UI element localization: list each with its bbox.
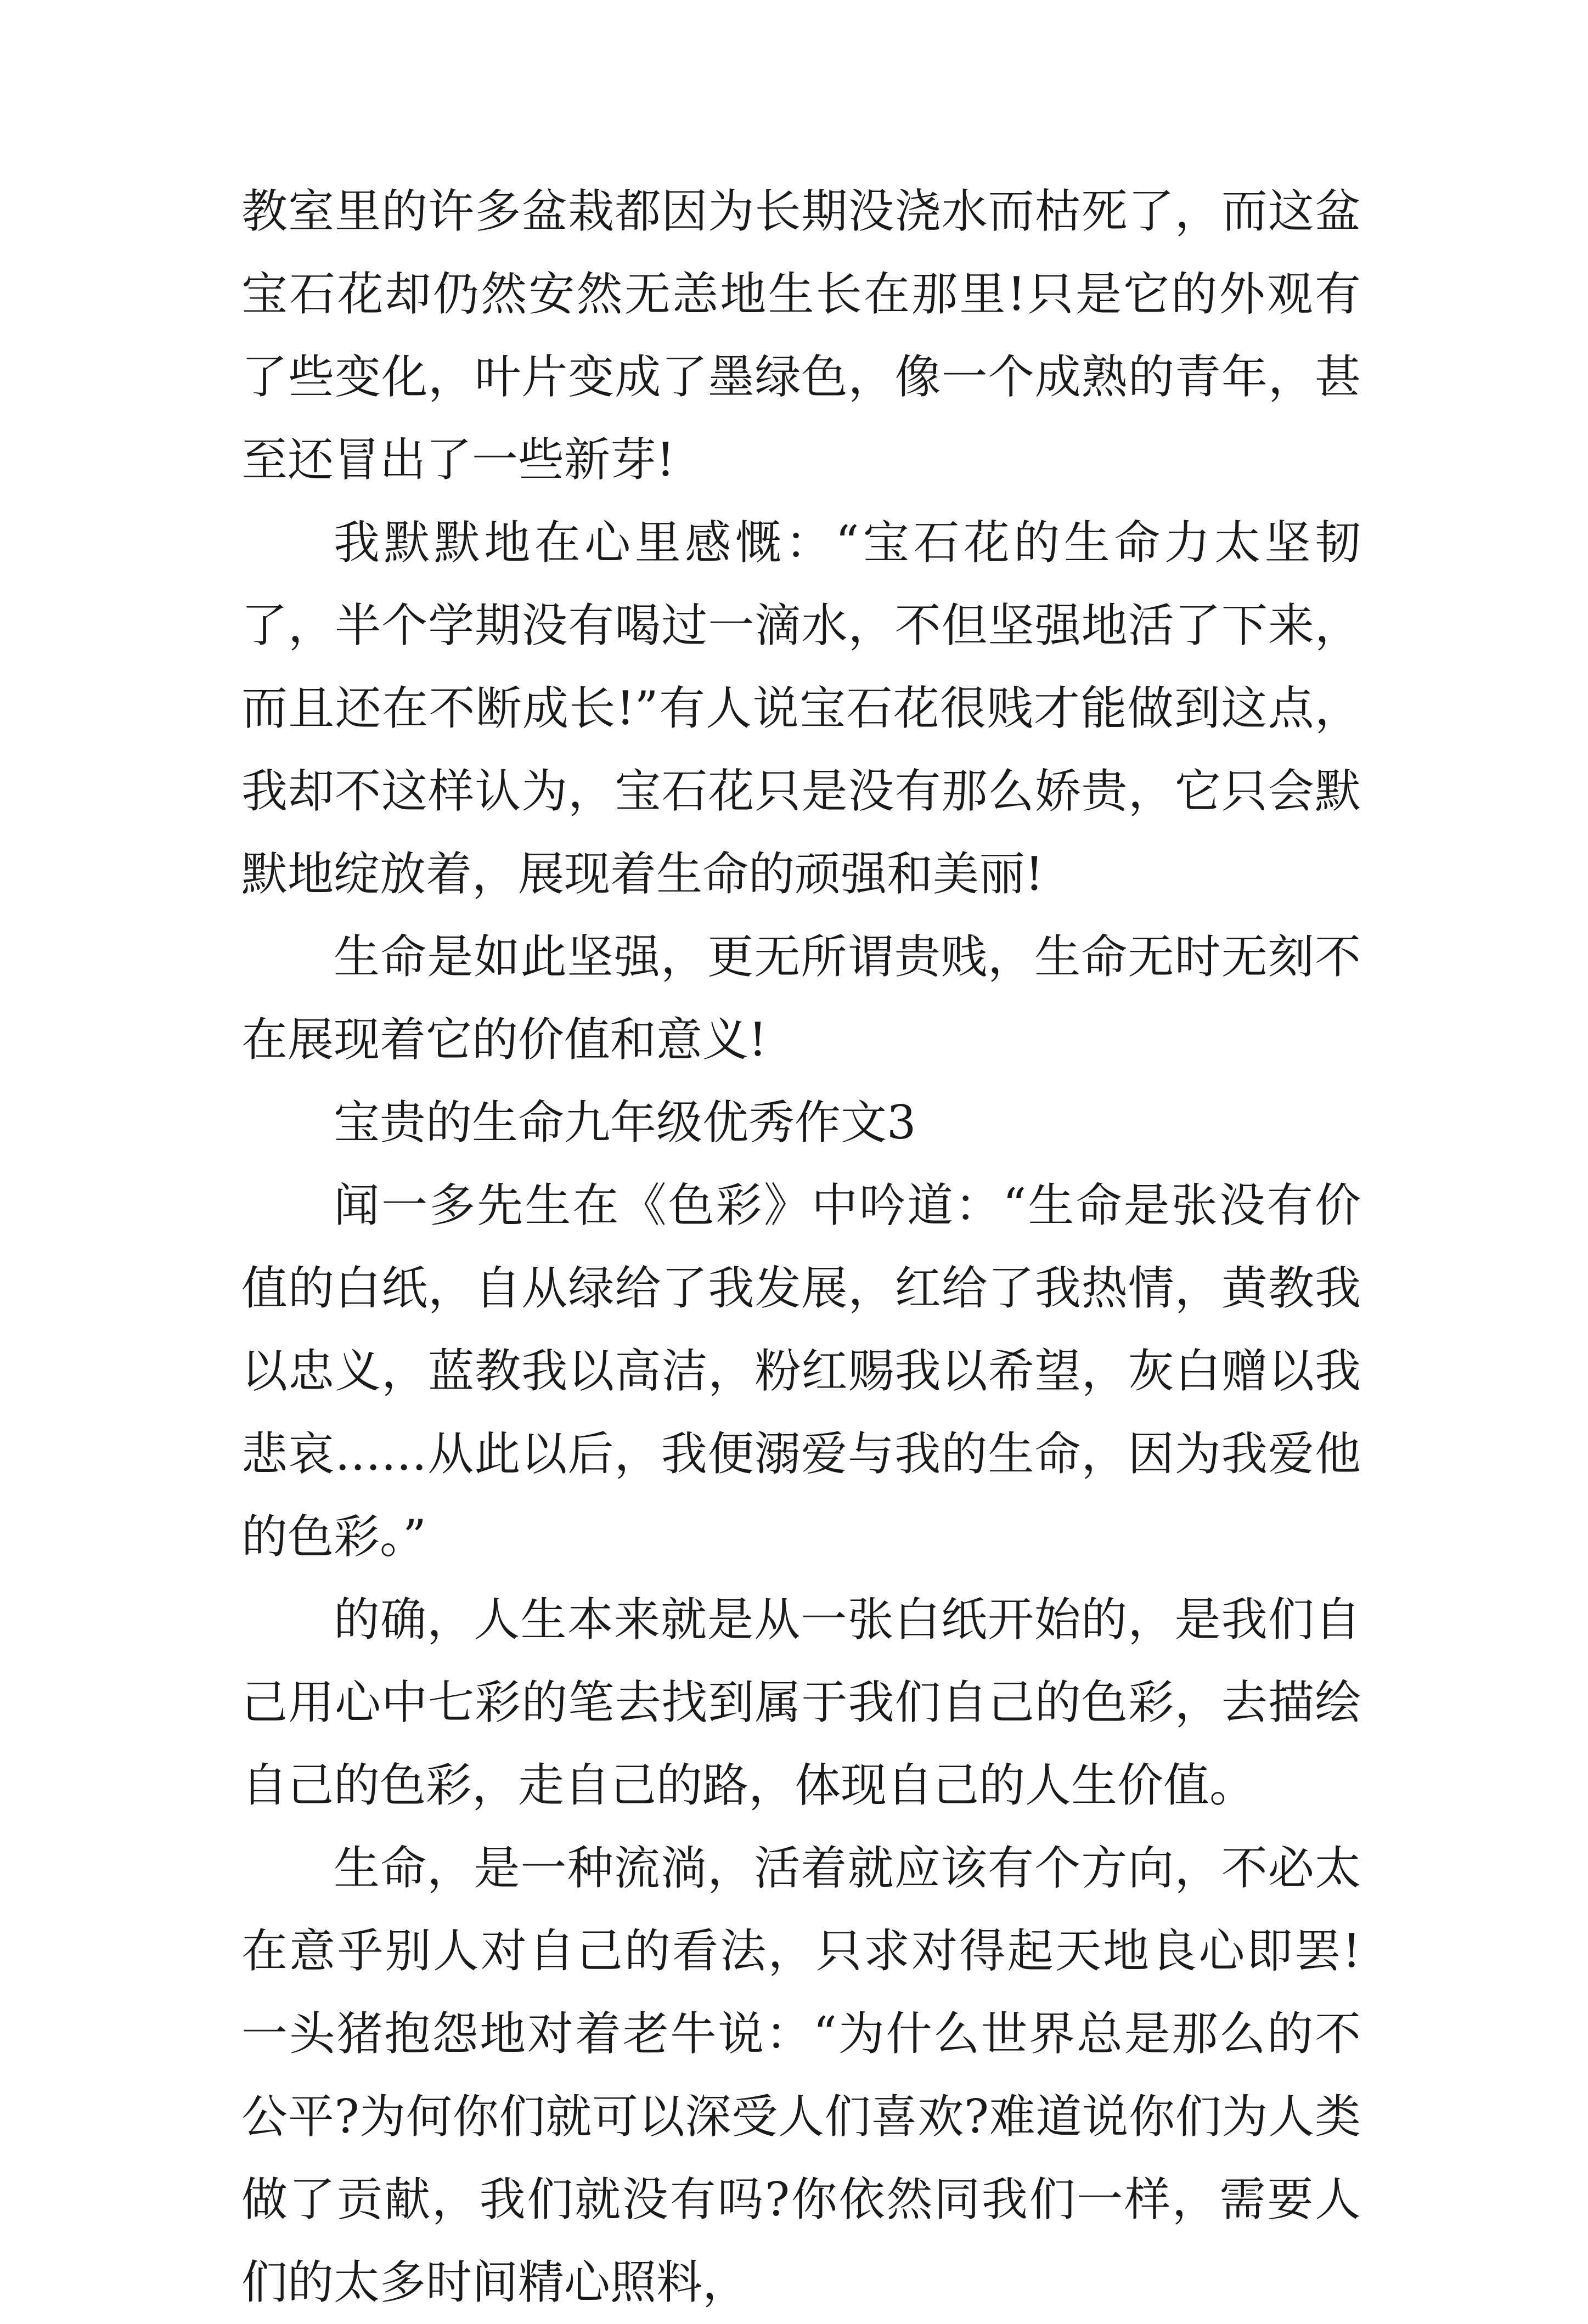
- paragraph: 我默默地在心里感慨：“宝石花的生命力太坚韧了，半个学期没有喝过一滴水，不但坚强地活了下来，而且还在不断成长!”有人说宝石花很贱才能做到这点，我却不这样认为，宝石花只是没有那么娇贵，它只会默默地绽放着，展现着生命的顽强和美丽!: [241, 516, 1361, 901]
- paragraph: 教室里的许多盆栽都因为长期没浇水而枯死了，而这盆宝石花却仍然安然无恙地生长在那里!只是它的外观有了些变化，叶片变成了墨绿色，像一个成熟的青年，甚至还冒出了一些新芽!: [241, 184, 1361, 487]
- paragraph: 生命，是一种流淌，活着就应该有个方向，不必太在意乎别人对自己的看法，只求对得起天地良心即罢!一头猪抱怨地对着老牛说：“为什么世界总是那么的不公平?为何你们就可以深受人们喜欢?难道说你们为人类做了贡献，我们就没有吗?你依然同我们一样，需要人们的太多时间精心照料，: [241, 1841, 1361, 2309]
- document-body: [241, 170, 1361, 2324]
- paragraph: 闻一多先生在《色彩》中吟道：“生命是张没有价值的白纸，自从绿给了我发展，红给了我热情，黄教我以忠义，蓝教我以高洁，粉红赐我以希望，灰白赠以我悲哀……从此以后，我便溺爱与我的生命，因为我爱他的色彩。”: [241, 1178, 1361, 1564]
- section-heading: 宝贵的生命九年级优秀作文3: [334, 1096, 916, 1149]
- paragraph: 的确，人生本来就是从一张白纸开始的，是我们自己用心中七彩的笔去找到属于我们自己的色彩，去描绘自己的色彩，走自己的路，体现自己的人生价值。: [241, 1593, 1361, 1812]
- paragraph: 生命是如此坚强，更无所谓贵贱，生命无时无刻不在展现着它的价值和意义!: [241, 930, 1361, 1067]
